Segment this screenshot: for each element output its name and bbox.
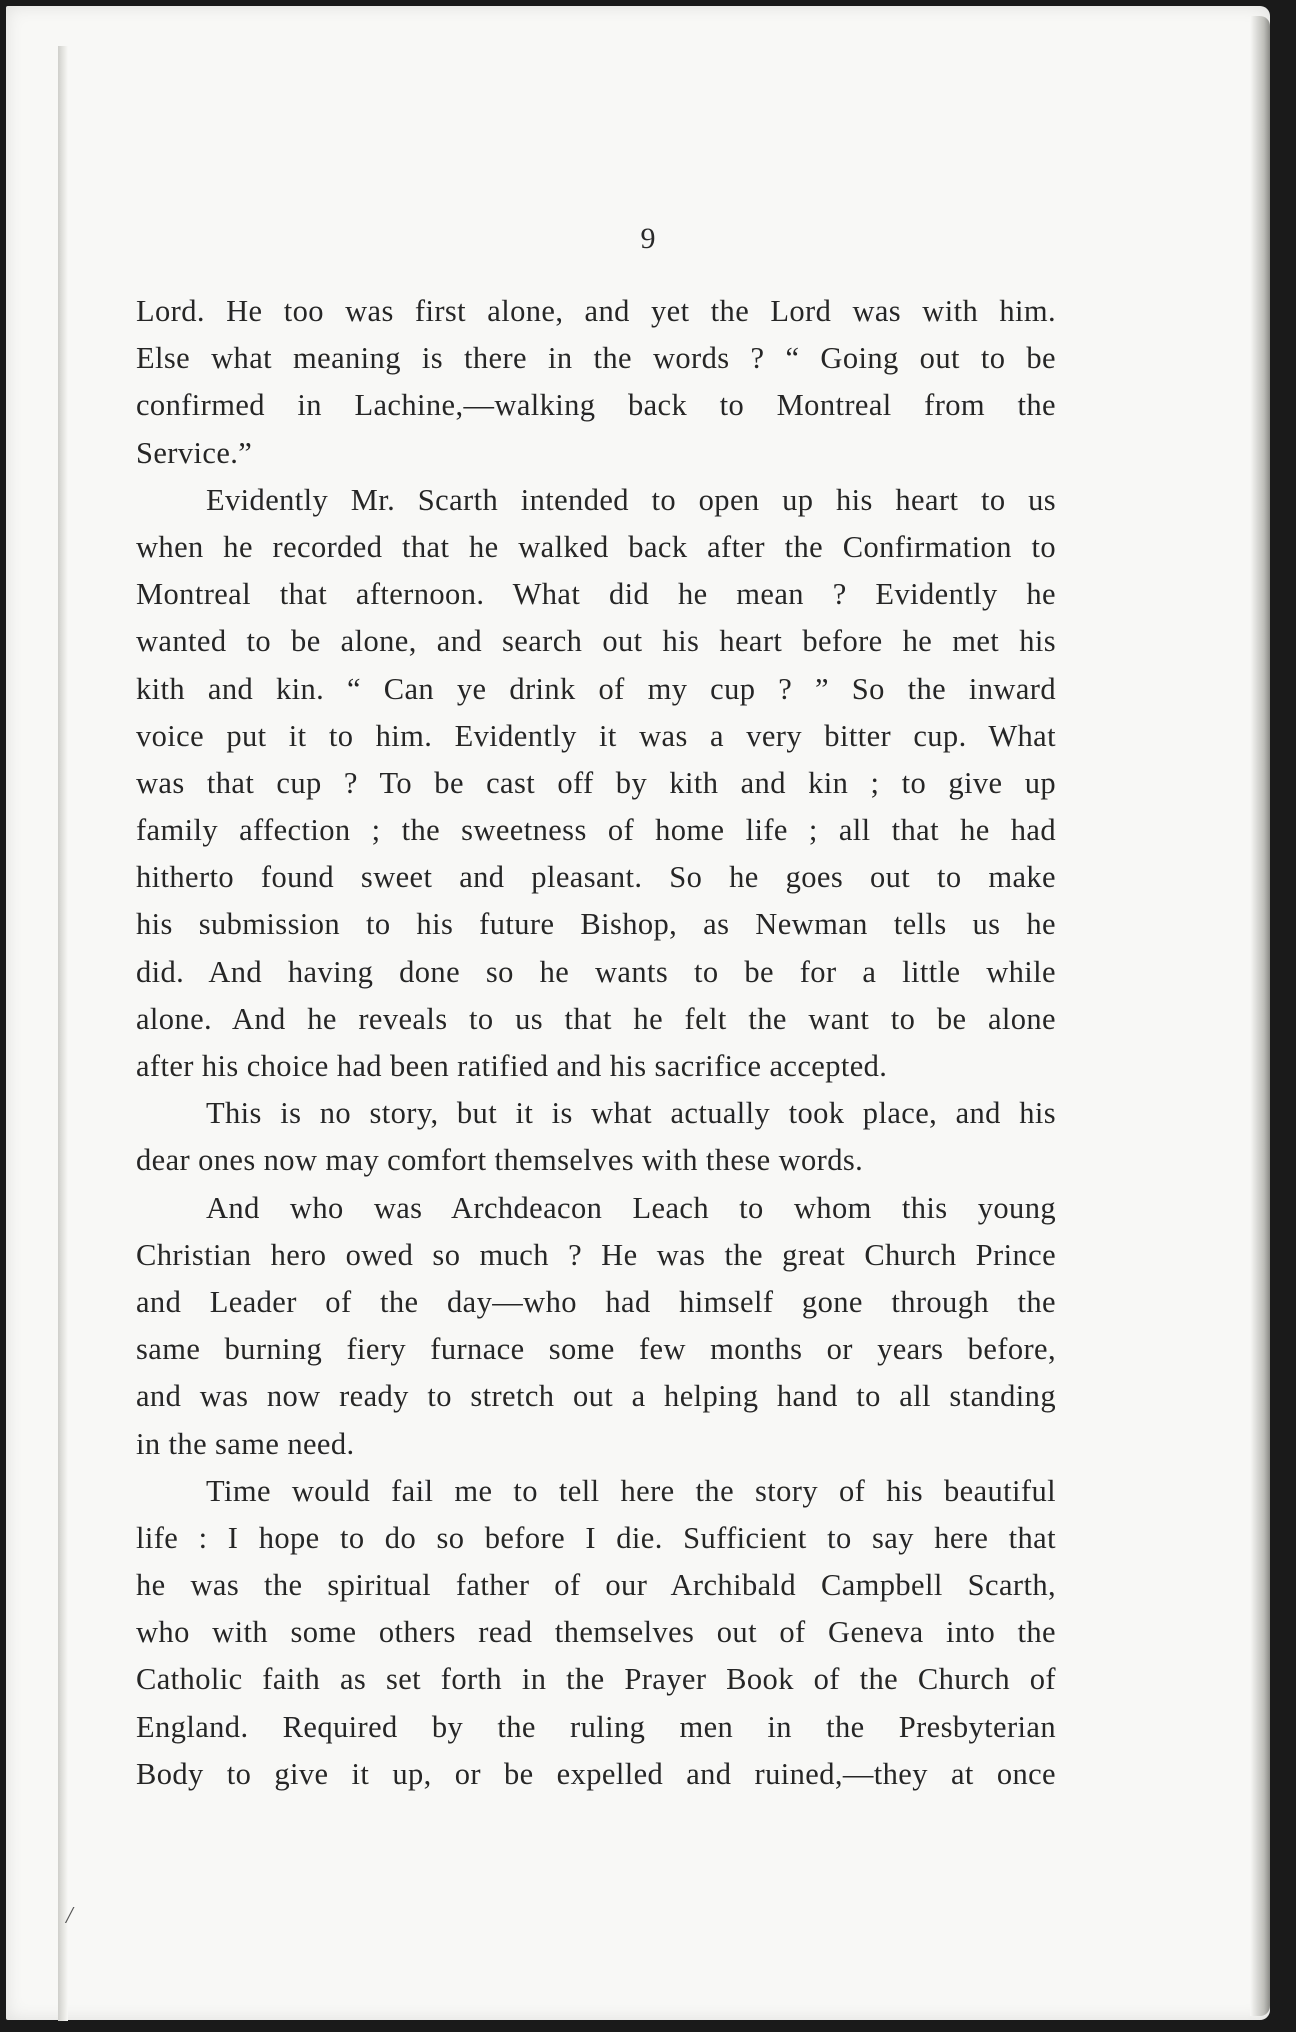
text-line: family affection ; the sweetness of home life ; all that he had: [136, 813, 1056, 848]
page-number: 9: [640, 222, 656, 255]
text-line: he was the spiritual father of our Archibald Campbell Scarth,: [136, 1568, 1056, 1603]
text-line: confirmed in Lachine,—walking back to Montreal from the: [136, 388, 1056, 423]
text-line: Time would fail me to tell here the story of his beautiful: [206, 1473, 1056, 1508]
text-line: voice put it to him. Evidently it was a very bitter cup. What: [136, 718, 1056, 753]
text-line: Christian hero owed so much ? He was the great Church Prince: [136, 1237, 1056, 1272]
text-line: hitherto found sweet and pleasant. So he goes out to make: [136, 860, 1056, 895]
text-line: Service.”: [136, 435, 253, 470]
page-binding-shadow: [58, 46, 68, 2021]
text-line: Evidently Mr. Scarth intended to open up his heart to us: [206, 482, 1056, 517]
text-line: dear ones now may comfort themselves with these words.: [136, 1143, 864, 1178]
text-line: was that cup ? To be cast off by kith and kin ; to give up: [136, 765, 1056, 800]
text-line: after his choice had been ratified and his sacrifice accepted.: [136, 1049, 888, 1083]
text-line: his submission to his future Bishop, as Newman tells us he: [136, 907, 1056, 942]
body-text: [136, 288, 1056, 1798]
text-line: when he recorded that he walked back after the Confirmation to: [136, 529, 1056, 564]
text-line: England. Required by the ruling men in the Presbyterian: [136, 1709, 1056, 1744]
text-line: did. And having done so he wants to be for a little while: [136, 954, 1056, 989]
page-edge: [1250, 16, 1270, 2016]
text-line: This is no story, but it is what actually took place, and his: [206, 1096, 1056, 1131]
text-line: And who was Archdeacon Leach to whom this young: [206, 1190, 1056, 1225]
text-line: Lord. He too was first alone, and yet the Lord was with him.: [136, 294, 1056, 328]
text-line: Body to give it up, or be expelled and ruined,—they at once: [136, 1756, 1056, 1791]
text-line: and Leader of the day—who had himself gone through the: [136, 1284, 1056, 1319]
text-line: alone. And he reveals to us that he felt the want to be alone: [136, 1001, 1056, 1036]
text-line: Catholic faith as set forth in the Prayer Book of the Church of: [136, 1662, 1056, 1697]
margin-mark: /: [66, 1903, 73, 1929]
text-line: Montreal that afternoon. What did he mean ? Evidently he: [136, 577, 1056, 612]
text-line: same burning fiery furnace some few months or years before,: [136, 1332, 1056, 1367]
text-line: wanted to be alone, and search out his heart before he met his: [136, 624, 1056, 659]
text-line: who with some others read themselves out of Geneva into the: [136, 1615, 1056, 1650]
text-line: in the same need.: [136, 1426, 355, 1461]
text-line: life : I hope to do so before I die. Sufficient to say here that: [136, 1520, 1056, 1555]
text-line: Else what meaning is there in the words ? “ Going out to be: [136, 341, 1056, 376]
text-line: and was now ready to stretch out a helping hand to all standing: [136, 1379, 1056, 1414]
text-line: kith and kin. “ Can ye drink of my cup ? ” So the inward: [136, 671, 1056, 706]
